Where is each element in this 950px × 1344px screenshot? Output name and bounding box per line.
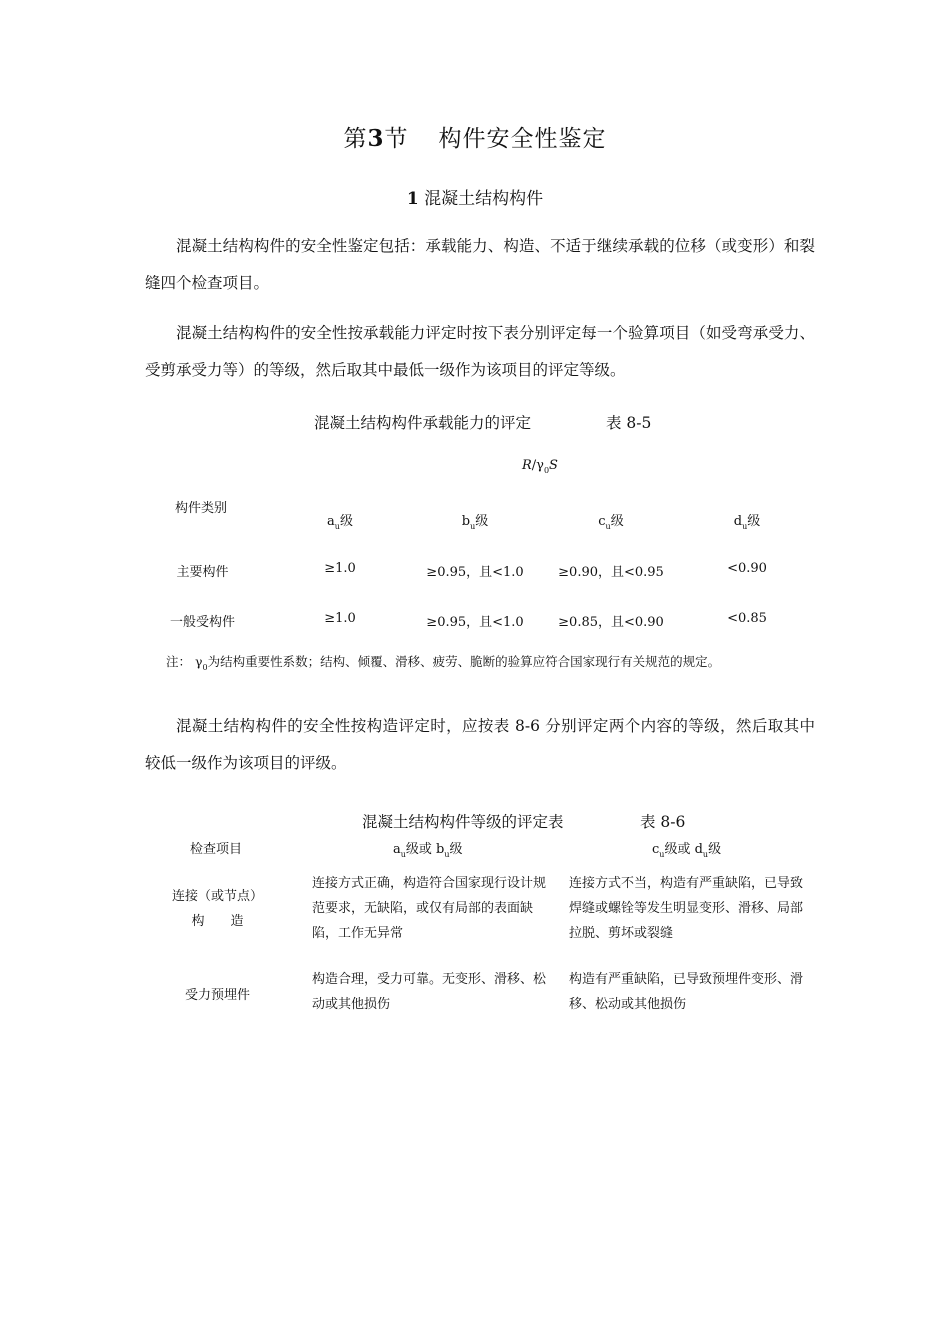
table-cell: ≥0.95，且<1.0 <box>426 615 524 630</box>
table-cell: ≥1.0 <box>324 611 356 626</box>
header-grade-cd: $c_u$级或 $d_u$级 <box>652 842 722 859</box>
table1-number: 表 8-5 <box>606 414 652 432</box>
table-row-label: 受力预埋件 <box>184 988 250 1003</box>
subsection-title: 1 混凝土结构构件 <box>406 189 544 209</box>
table-row-label: 主要构件 <box>176 565 229 580</box>
header-grade-ab: $a_u$级或 $b_u$级 <box>393 842 463 859</box>
table-cell: 构造合理，受力可靠。无变形、滑移、松动或其他损伤 <box>312 972 547 1012</box>
table2-number: 表 8-6 <box>640 813 686 831</box>
table-cell: ≥0.95，且<1.0 <box>426 565 524 580</box>
grade-c: $c_u$级 <box>598 514 624 531</box>
paragraph-1: 混凝土结构构件的安全性鉴定包括：承载能力、构造、不适于继续承载的位移（或变形）和裂缝四个检查项目。 <box>145 237 815 292</box>
table-cell: 连接方式不当，构造有严重缺陷，已导致焊缝或螺铨等发生明显变形、滑移、局部拉脱、剪坏或裂缝 <box>569 876 804 941</box>
table1-caption: 混凝土结构构件承载能力的评定 <box>314 414 532 432</box>
grade-a: $a_u$级 <box>327 514 353 531</box>
col-header-category: 构件类别 <box>175 501 228 516</box>
table2-caption: 混凝土结构构件等级的评定表 <box>362 813 564 831</box>
table-cell: 构造有严重缺陷，已导致预埋件变形、滑移、松动或其他损伤 <box>569 972 804 1012</box>
ratio-label: $R/\gamma_0S$ <box>522 458 558 475</box>
table-cell: <0.85 <box>727 611 767 626</box>
section-title: 第3节 构件安全性鉴定 <box>343 125 607 152</box>
header-check-item: 检查项目 <box>190 842 243 857</box>
table-cell: ≥0.90，且<0.95 <box>558 565 664 580</box>
paragraph-2: 混凝土结构构件的安全性按承载能力评定时按下表分别评定每一个验算项目（如受弯承受力、受剪承受力等）的等级，然后取其中最低一级作为该项目的评定等级。 <box>145 324 815 379</box>
table-cell: 连接方式正确，构造符合国家现行设计规范要求，无缺陷，或仅有局部的表面缺陷，工作无异常 <box>312 876 547 941</box>
table-row-label: 连接（或节点） 构 造 <box>171 889 263 929</box>
paragraph-3: 混凝土结构构件的安全性按构造评定时，应按表 8-6 分别评定两个内容的等级，然后取其中较低一级作为该项目的评级。 <box>145 717 815 772</box>
table-row-label: 一般受构件 <box>169 615 235 630</box>
table1-note: 注： $\gamma_0$为结构重要性系数；结构、倾覆、滑移、疲劳、脆断的验算应符合国家现行有关规范的规定。 <box>166 654 721 672</box>
grade-b: $b_u$级 <box>461 514 489 531</box>
table-cell: ≥0.85，且<0.90 <box>558 615 664 630</box>
grade-d: $d_u$级 <box>733 514 761 531</box>
table-cell: <0.90 <box>727 561 767 576</box>
table-cell: ≥1.0 <box>324 561 356 576</box>
